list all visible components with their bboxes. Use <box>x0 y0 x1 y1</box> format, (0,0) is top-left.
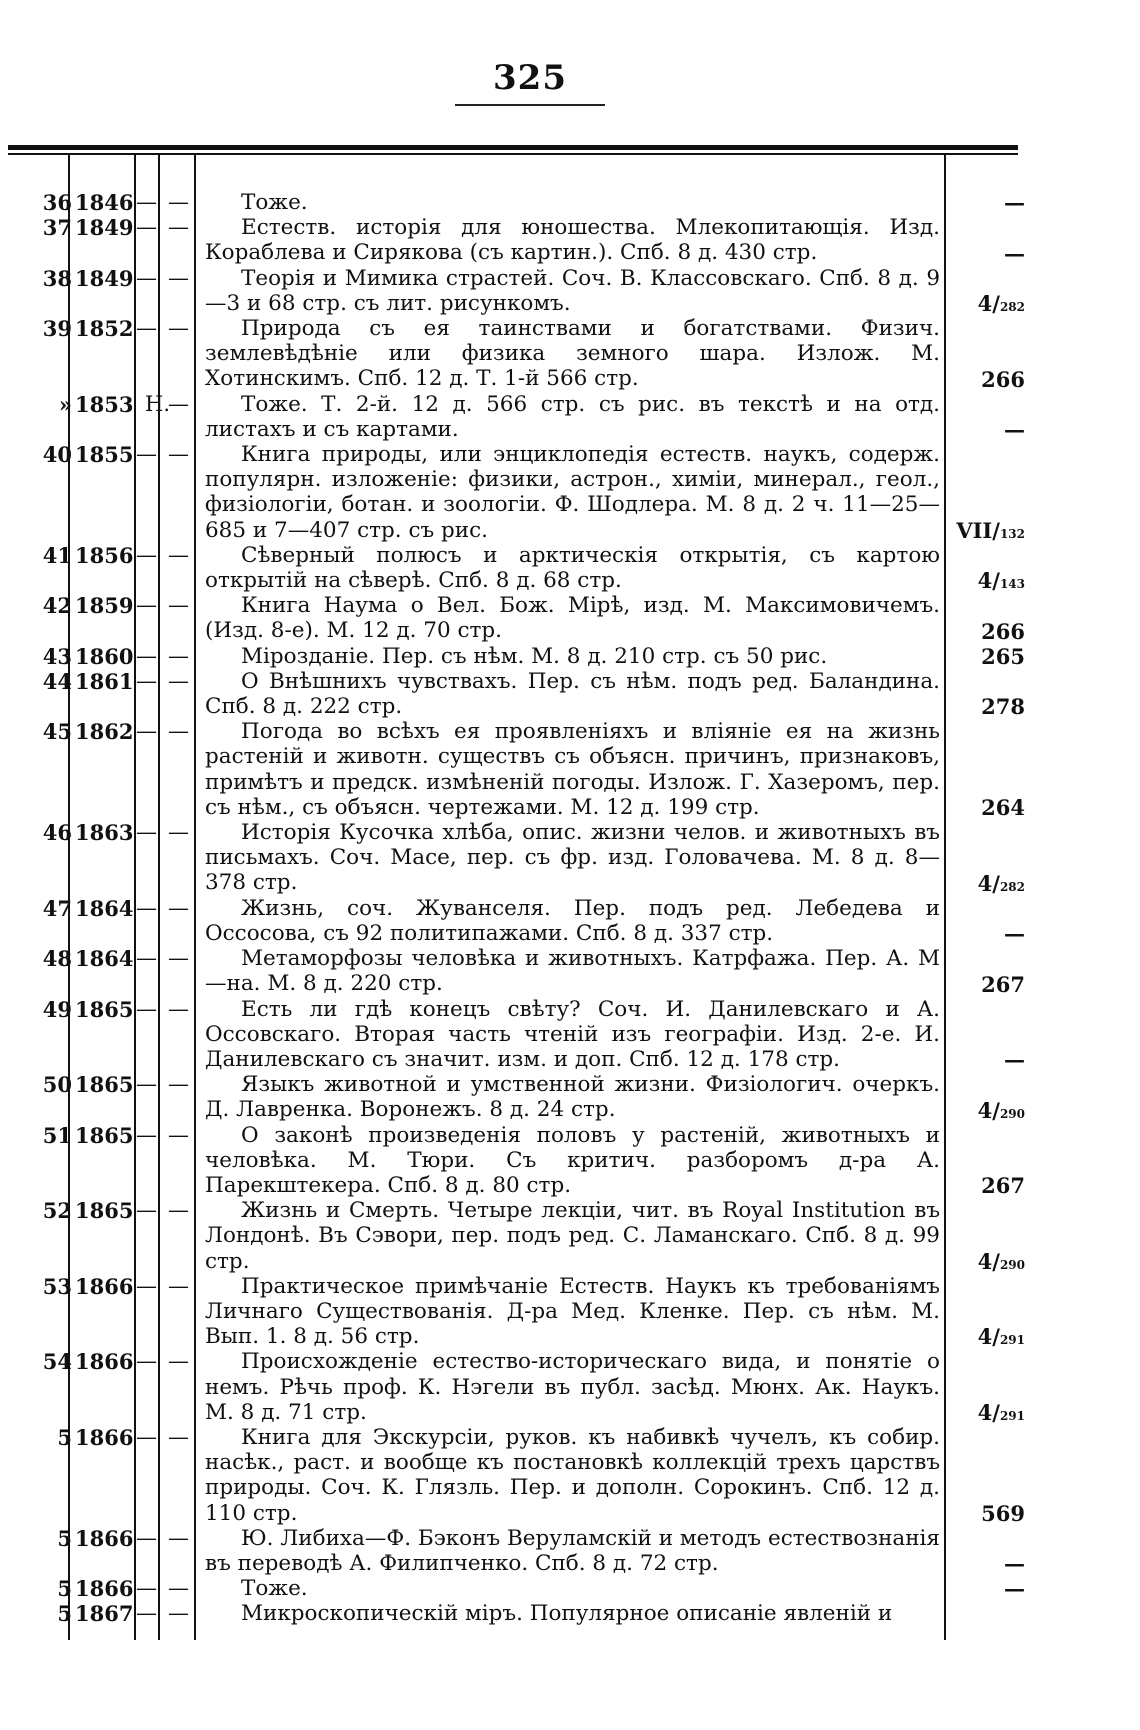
entry-number: 46 <box>42 820 72 846</box>
entry-number: 47 <box>42 895 72 921</box>
entry-description: Происхожденiе естество-историческаго вида, и понятiе о немъ. Рѣчь проф. К. Нэгели въ публ. засѣд. Мюнх. Ак. Наукъ. М. 8 д. 71 стр. <box>205 1349 940 1425</box>
empty-cell-dash: — <box>168 820 189 845</box>
catalog-entry <box>0 1425 1140 1526</box>
entry-number: 42 <box>42 593 72 619</box>
empty-cell-dash: — <box>136 946 157 971</box>
table-top-rule <box>8 145 1018 150</box>
entry-year: 1864 <box>75 895 134 921</box>
entry-number: 44 <box>42 668 72 694</box>
catalog-ref-subscript: 143 <box>999 577 1025 592</box>
page-number-underline <box>455 104 605 106</box>
entry-description: Природа съ ея таинствами и богатствами. Физич. землевѣдѣнiе или физика земного шара. Излож. М. Хотинскимъ. Спб. 12 д. Т. 1-й 566 стр. <box>205 316 940 392</box>
entry-year: 1852 <box>75 316 134 342</box>
catalog-ref-value: 278 <box>981 694 1025 720</box>
empty-cell-dash: — <box>168 1349 189 1374</box>
empty-cell-dash: — <box>168 1424 189 1449</box>
entry-description: Сѣверный полюсъ и арктическiя открытiя, съ картою открытiй на сѣверѣ. Спб. 8 д. 68 стр. <box>205 542 940 594</box>
catalog-ref-value: — <box>1004 1576 1025 1602</box>
entry-description: Книга природы, или энциклопедiя естеств. наукъ, содерж. популярн. изложенiе: физики, астрон., химiи, минерал., геол., физiологiи, ботан. и зоологiи. Ф. Шодлера. М. 8 д. 2 ч. 11—25—685 и 7—407 стр. съ рис. <box>205 442 940 543</box>
catalog-ref-value: 569 <box>981 1500 1025 1526</box>
empty-cell-dash: — <box>168 946 189 971</box>
catalog-entry <box>0 1576 1140 1601</box>
catalog-entry <box>0 1274 1140 1350</box>
catalog-entry <box>0 997 1140 1073</box>
entry-catalog-ref <box>935 871 1025 896</box>
entry-description: Книга для Экскурсiи, руков. къ набивкѣ чучелъ, къ собир. насѣк., раст. и вообще къ постановкѣ коллекцiй трехъ царствъ природы. Соч. К. Глязль. Пер. и дополн. Сорокинъ. Спб. 12 д. 110 стр. <box>205 1424 940 1526</box>
catalog-entry <box>0 1601 1140 1626</box>
catalog-ref-value: — <box>1004 1551 1025 1577</box>
entry-year: 1846 <box>75 190 134 215</box>
empty-cell-dash: — <box>168 1122 189 1147</box>
catalog-entry <box>0 1349 1140 1425</box>
entry-description: Языкъ животной и умственной жизни. Физiологич. очеркъ. Д. Лавренка. Воронежъ. 8 д. 24 стр. <box>205 1072 940 1123</box>
entry-year: 1865 <box>75 996 134 1022</box>
entry-catalog-ref <box>935 190 1025 215</box>
entry-description: Погода во всѣхъ ея проявленiяхъ и влiянiе ея на жизнь растенiй и животн. существъ съ объясн. причинъ, признаковъ, примѣтъ и предск. измѣненiй погоды. Излож. Г. Хазеромъ, пер. съ нѣм., съ объясн. чертежами. М. 12 д. 199 стр. <box>205 719 940 820</box>
catalog-ref-value: 267 <box>981 1173 1025 1199</box>
entry-catalog-ref <box>935 1501 1025 1526</box>
empty-cell-dash: — <box>168 542 189 567</box>
catalog-ref-value: 266 <box>981 618 1025 644</box>
entry-description: Микроскопическiй мiръ. Популярное описанiе явленiй и <box>241 1601 893 1627</box>
entry-catalog-ref <box>935 1249 1025 1274</box>
catalog-ref-value: 4/ <box>977 1248 1000 1274</box>
entry-number: 5 <box>57 1424 72 1450</box>
catalog-entry <box>0 442 1140 543</box>
catalog-entry <box>0 266 1140 316</box>
empty-cell-dash: — <box>168 1601 189 1626</box>
empty-cell-dash: — <box>168 895 189 920</box>
entry-description: Теорiя и Мимика страстей. Соч. В. Классовскаго. Спб. 8 д. 9—3 и 68 стр. съ лит. рисункомъ. <box>205 265 940 316</box>
page-number: 325 <box>493 58 567 98</box>
entry-catalog-ref <box>935 795 1025 820</box>
entry-catalog-ref <box>935 291 1025 316</box>
empty-cell-dash: — <box>136 442 157 467</box>
empty-cell-dash: — <box>136 1576 157 1601</box>
entry-number: » <box>58 391 72 417</box>
catalog-ref-value: 264 <box>981 795 1025 821</box>
entry-catalog-ref <box>935 1551 1025 1576</box>
catalog-ref-subscript: 290 <box>999 1257 1025 1272</box>
empty-cell-dash: — <box>168 719 189 744</box>
catalog-ref-value: — <box>1004 190 1025 216</box>
catalog-ref-value: 4/ <box>977 1399 1000 1425</box>
entry-year: 1853 <box>75 391 134 417</box>
entry-year: 1863 <box>75 820 134 846</box>
entry-year: 1865 <box>75 1198 134 1224</box>
catalog-entry <box>0 316 1140 392</box>
empty-cell-dash: — <box>168 265 189 290</box>
entry-catalog-ref <box>935 241 1025 266</box>
entry-year: 1867 <box>75 1601 134 1627</box>
empty-cell-dash: — <box>136 1525 157 1550</box>
entry-catalog-ref <box>935 972 1025 997</box>
entry-description: О законѣ произведенiя половъ у растенiй, животныхъ и человѣка. М. Тюри. Съ критич. разборомъ д-ра А. Парекштекера. Спб. 8 д. 80 стр. <box>205 1122 940 1198</box>
catalog-ref-value: 266 <box>981 366 1025 392</box>
catalog-ref-subscript: 282 <box>999 879 1025 894</box>
entry-number: 5 <box>57 1525 72 1551</box>
catalog-entry <box>0 669 1140 719</box>
entry-year: 1862 <box>75 719 134 745</box>
catalog-entry <box>0 543 1140 593</box>
entry-description: Исторiя Кусочка хлѣба, опис. жизни челов. и животныхъ въ письмахъ. Соч. Масе, пер. съ фр. изд. Головачева. М. 8 д. 8—378 стр. <box>205 820 940 896</box>
empty-cell-dash: — <box>136 1349 157 1374</box>
catalog-ref-value: 4/ <box>977 291 1000 317</box>
entry-catalog-ref <box>935 644 1025 669</box>
entry-description: Ю. Либиха—Ф. Бэконъ Веруламскiй и методъ естествознанiя въ переводѣ А. Филипченко. Спб. 8 д. 72 стр. <box>205 1525 940 1576</box>
empty-cell-dash: — <box>136 1273 157 1298</box>
entry-year: 1866 <box>75 1424 134 1450</box>
empty-cell-dash: — <box>136 643 157 668</box>
entry-year: 1866 <box>75 1525 134 1551</box>
empty-cell-dash: — <box>136 820 157 845</box>
catalog-entry <box>0 1198 1140 1274</box>
entry-number: 5 <box>57 1576 72 1602</box>
entry-description: Практическое примѣчанiе Естеств. Наукъ къ требованiямъ Личнаго Существованiя. Д-ра Мед. Кленке. Пер. съ нѣм. М. Вып. 1. 8 д. 56 стр. <box>205 1273 940 1350</box>
catalog-entry <box>0 593 1140 643</box>
entry-description: О Внѣшнихъ чувствахъ. Пер. съ нѣм. подъ ред. Баландина. Спб. 8 д. 222 стр. <box>205 668 940 720</box>
entry-number: 39 <box>42 316 72 342</box>
empty-cell-dash: — <box>136 265 157 290</box>
entry-year: 1849 <box>75 265 134 291</box>
entry-catalog-ref <box>935 417 1025 442</box>
entry-catalog-ref <box>935 1047 1025 1072</box>
entry-description: Мiрозданiе. Пер. съ нѣм. М. 8 д. 210 стр. съ 50 рис. <box>241 643 828 669</box>
entry-description: Тоже. <box>241 190 308 215</box>
empty-cell-dash: — <box>136 895 157 920</box>
entry-number: 37 <box>42 215 72 241</box>
entry-year: 1866 <box>75 1576 134 1602</box>
entry-description: Метаморфозы человѣка и животныхъ. Катрфажа. Пер. А. М—на. М. 8 д. 220 стр. <box>205 946 940 997</box>
entry-catalog-ref <box>935 1173 1025 1198</box>
catalog-entry <box>0 190 1140 215</box>
entry-catalog-ref <box>935 694 1025 719</box>
entry-number: 36 <box>42 190 72 215</box>
entry-year: 1859 <box>75 593 134 619</box>
entry-number: 40 <box>42 442 72 468</box>
catalog-entry <box>0 719 1140 820</box>
empty-cell-dash: — <box>168 1576 189 1601</box>
catalog-ref-subscript: 291 <box>999 1333 1025 1348</box>
entry-catalog-ref <box>935 1400 1025 1425</box>
entry-catalog-ref <box>935 518 1025 543</box>
empty-cell-dash: — <box>168 1273 189 1298</box>
entry-year: 1865 <box>75 1072 134 1098</box>
empty-cell-dash: — <box>168 215 189 240</box>
empty-cell-dash: — <box>168 668 189 693</box>
catalog-ref-subscript: 132 <box>999 526 1025 541</box>
entry-catalog-ref <box>935 619 1025 644</box>
catalog-ref-value: 4/ <box>977 870 1000 896</box>
empty-cell-dash: — <box>168 442 189 467</box>
catalog-ref-subscript: 291 <box>999 1408 1025 1423</box>
entry-catalog-ref <box>935 921 1025 946</box>
empty-cell-dash: — <box>136 1198 157 1223</box>
empty-cell-dash: — <box>168 643 189 668</box>
entry-catalog-ref <box>935 1098 1025 1123</box>
empty-cell-dash: — <box>136 719 157 744</box>
entry-description: Тоже. Т. 2-й. 12 д. 566 стр. съ рис. въ текстѣ и на отд. листахъ и съ картами. <box>205 391 940 442</box>
entry-number: 51 <box>42 1122 72 1148</box>
entry-description: Книга Наума о Вел. Бож. Мiрѣ, изд. М. Максимовичемъ. (Изд. 8-е). М. 12 д. 70 стр. <box>205 593 940 644</box>
catalog-ref-value: — <box>1004 921 1025 947</box>
catalog-entry <box>0 820 1140 896</box>
entry-number: 41 <box>42 542 72 568</box>
empty-cell-dash: — <box>136 1122 157 1147</box>
entry-number: 49 <box>42 996 72 1022</box>
entry-year: 1849 <box>75 215 134 241</box>
empty-cell-dash: — <box>136 1072 157 1097</box>
empty-cell-dash: — <box>136 215 157 240</box>
empty-cell-dash: — <box>168 593 189 618</box>
entry-description: Жизнь, соч. Жуванселя. Пер. подъ ред. Лебедева и Оссосова, съ 92 политипажами. Спб. 8 д. 337 стр. <box>205 895 940 946</box>
entry-number: 52 <box>42 1198 72 1224</box>
entry-catalog-ref <box>935 367 1025 392</box>
entry-year: 1866 <box>75 1273 134 1299</box>
catalog-ref-value: 4/ <box>977 1097 1000 1123</box>
entry-number: 38 <box>42 265 72 291</box>
entry-number: 43 <box>42 643 72 669</box>
entry-catalog-ref <box>935 568 1025 593</box>
entry-year: 1855 <box>75 442 134 468</box>
empty-cell-dash: — <box>136 190 157 214</box>
empty-cell-dash: — <box>168 190 189 214</box>
empty-cell-dash: — <box>168 1525 189 1550</box>
empty-cell-dash: — <box>136 1601 157 1626</box>
empty-cell-dash: — <box>168 1198 189 1223</box>
entry-description: Тоже. <box>241 1576 308 1602</box>
empty-cell-dash: — <box>136 542 157 567</box>
empty-cell-dash: — <box>168 316 189 341</box>
catalog-entry <box>0 1123 1140 1199</box>
empty-cell-dash: — <box>136 668 157 693</box>
entry-description: Естеств. исторiя для юношества. Млекопитающiя. Изд. Кораблева и Сирякова (съ картин.). Спб. 8 д. 430 стр. <box>205 215 940 266</box>
entry-year: 1856 <box>75 542 134 568</box>
entry-number: 48 <box>42 946 72 972</box>
catalog-entry <box>0 946 1140 996</box>
empty-cell-dash: — <box>136 1424 157 1449</box>
catalog-table <box>0 190 1140 1627</box>
entry-year: 1864 <box>75 946 134 972</box>
entry-catalog-ref <box>935 1324 1025 1349</box>
catalog-entry <box>0 644 1140 669</box>
catalog-ref-value: — <box>1004 417 1025 443</box>
entry-number: 53 <box>42 1273 72 1299</box>
empty-cell-dash: — <box>168 996 189 1021</box>
catalog-ref-subscript: 282 <box>999 300 1025 315</box>
catalog-ref-value: 4/ <box>977 568 1000 594</box>
empty-cell-dash: — <box>168 391 189 416</box>
entry-year: 1861 <box>75 668 134 694</box>
catalog-entry <box>0 1526 1140 1576</box>
entry-description: Есть ли гдѣ конецъ свѣту? Соч. И. Данилевскаго и А. Оссовскаго. Вторая часть чтенiй изъ географiи. Изд. 2-е. И. Данилевскаго съ значит. изм. и доп. Спб. 12 д. 178 стр. <box>205 996 940 1072</box>
catalog-ref-value: 265 <box>981 643 1025 669</box>
entry-year: 1865 <box>75 1122 134 1148</box>
catalog-ref-value: 267 <box>981 971 1025 997</box>
catalog-ref-value: — <box>1004 1047 1025 1073</box>
entry-number: 45 <box>42 719 72 745</box>
empty-cell-dash: — <box>136 593 157 618</box>
entry-number: 54 <box>42 1349 72 1375</box>
entry-year: 1860 <box>75 643 134 669</box>
catalog-ref-value: VII/ <box>956 517 1000 543</box>
entry-number: 5 <box>57 1601 72 1627</box>
entry-mark: Н. <box>145 391 170 416</box>
empty-cell-dash: — <box>136 996 157 1021</box>
catalog-entry <box>0 896 1140 946</box>
entry-description: Жизнь и Смерть. Четыре лекцiи, чит. въ Royal Institution въ Лондонѣ. Въ Сэвори, пер. подъ ред. С. Ламанскаго. Спб. 8 д. 99 стр. <box>205 1198 940 1274</box>
entry-number: 50 <box>42 1072 72 1098</box>
catalog-entry <box>0 215 1140 265</box>
catalog-ref-subscript: 290 <box>999 1106 1025 1121</box>
catalog-entry <box>0 392 1140 442</box>
entry-catalog-ref <box>935 1576 1025 1601</box>
catalog-entry <box>0 1072 1140 1122</box>
empty-cell-dash: — <box>136 316 157 341</box>
entry-year: 1866 <box>75 1349 134 1375</box>
catalog-ref-value: — <box>1004 240 1025 266</box>
empty-cell-dash: — <box>168 1072 189 1097</box>
catalog-ref-value: 4/ <box>977 1324 1000 1350</box>
